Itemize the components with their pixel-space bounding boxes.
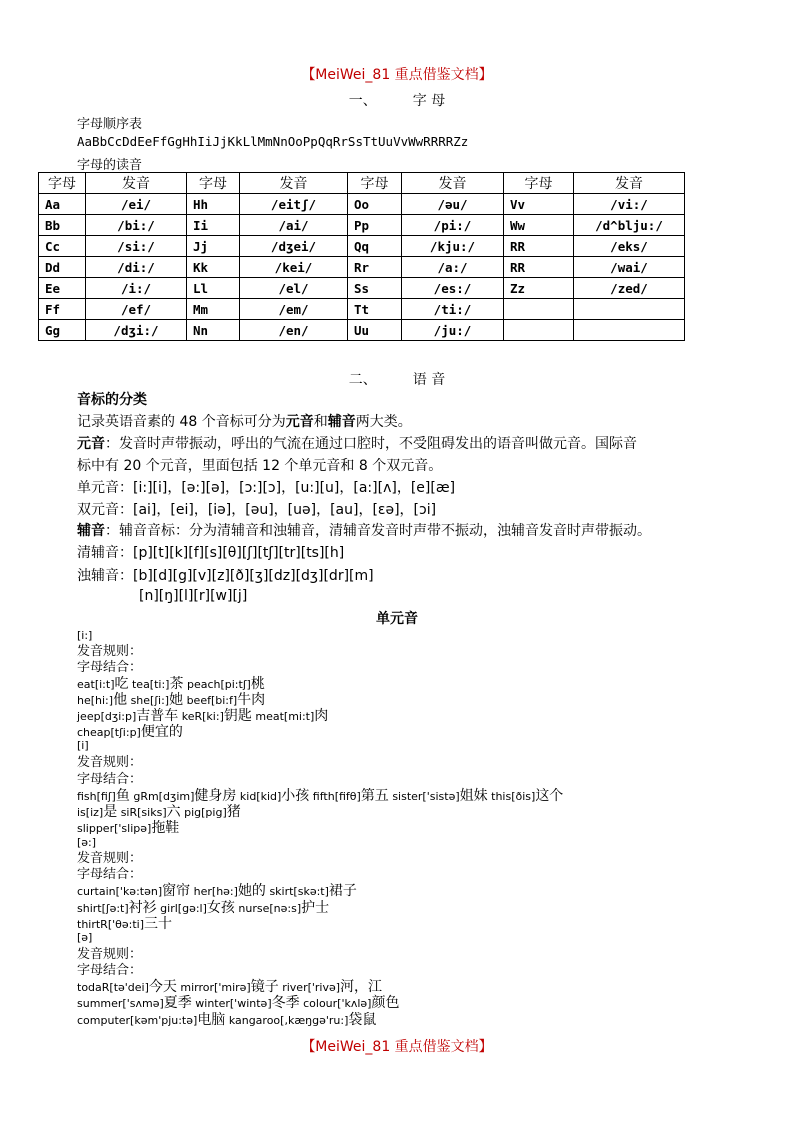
- example-word: nurse[nə:s]: [238, 902, 302, 915]
- example-line: [77, 1009, 376, 1029]
- example-meaning: 她的: [237, 883, 266, 899]
- example-meaning: 小孩: [281, 788, 310, 804]
- sound-cell: /ef/: [86, 299, 187, 320]
- letter-cell: RR: [504, 257, 574, 278]
- combo-label: 字母结合：: [77, 867, 143, 882]
- example-meaning: 是: [103, 804, 118, 820]
- phonetic-symbol: [ə:]: [77, 836, 97, 849]
- header-cell: 发音: [402, 173, 504, 194]
- sound-cell: /en/: [240, 320, 348, 341]
- example-word: pig[pig]: [184, 806, 227, 819]
- section-1-number: 一、: [348, 93, 377, 109]
- example-word: tea[ti:]: [131, 678, 170, 691]
- section-2-heading: [0, 369, 794, 389]
- letter-cell: Rr: [348, 257, 402, 278]
- rule-label: 发音规则：: [77, 644, 143, 659]
- example-meaning: 鱼: [115, 788, 130, 804]
- intro-text: 记录英语音素的 48 个音标可分为: [77, 414, 286, 430]
- example-word: is[iz]: [77, 806, 104, 819]
- letter-cell: Kk: [187, 257, 240, 278]
- sound-cell: /i:/: [86, 278, 187, 299]
- sound-cell: [574, 299, 685, 320]
- example-word: this[ðis]: [491, 790, 536, 803]
- phonetic-symbol: [ə]: [77, 931, 93, 944]
- combo-label: 字母结合：: [77, 963, 143, 978]
- example-meaning: 六: [166, 804, 181, 820]
- example-word: gRm[dʒim]: [133, 790, 195, 803]
- letter-cell: Jj: [187, 236, 240, 257]
- example-word: shirt[ʃə:t]: [77, 902, 129, 915]
- example-meaning: 姐妹: [459, 788, 488, 804]
- phonetic-symbol: [i]: [77, 739, 89, 752]
- intro-line: [77, 411, 412, 431]
- example-meaning: 肉: [314, 708, 329, 724]
- example-meaning: 河，江: [340, 979, 383, 995]
- example-word: sister['sistə]: [392, 790, 460, 803]
- example-meaning: 便宜的: [140, 724, 183, 740]
- sound-cell: /di:/: [86, 257, 187, 278]
- footer-label: 【MeiWei_81 重点借鉴文档】: [301, 1039, 493, 1055]
- sound-cell: /ti:/: [402, 299, 504, 320]
- combo-label: 字母结合：: [77, 660, 143, 675]
- example-meaning: 他: [113, 692, 128, 708]
- sound-cell: /ai/: [240, 215, 348, 236]
- example-word: river['rivə]: [282, 981, 341, 994]
- example-meaning: 衬衫: [128, 900, 157, 916]
- sound-cell: /d^blju:/: [574, 215, 685, 236]
- sound-cell: [574, 320, 685, 341]
- letter-cell: Ff: [39, 299, 86, 320]
- letter-cell: Ww: [504, 215, 574, 236]
- letter-cell: Qq: [348, 236, 402, 257]
- phonetic-symbol: [i:]: [77, 629, 93, 642]
- table-row: [39, 194, 685, 215]
- letter-cell: Cc: [39, 236, 86, 257]
- sound-cell: /bi:/: [86, 215, 187, 236]
- phonetic-class-title: 音标的分类: [77, 392, 147, 408]
- example-meaning: 今天: [148, 979, 177, 995]
- sound-cell: /vi:/: [574, 194, 685, 215]
- section-1-title: 字 母: [412, 93, 446, 109]
- table-row: [39, 278, 685, 299]
- example-meaning: 猪: [226, 804, 241, 820]
- example-word: peach[pi:tʃ]: [186, 678, 251, 691]
- sound-cell: /ei/: [86, 194, 187, 215]
- table-row: [39, 257, 685, 278]
- header-cell: 发音: [86, 173, 187, 194]
- section-1-heading: [0, 90, 794, 110]
- example-meaning: 颜色: [371, 995, 400, 1011]
- example-word: beef[bi:f]: [186, 694, 238, 707]
- intro-text: 和: [313, 414, 328, 430]
- section-2-title: 语 音: [412, 372, 446, 388]
- letter-cell: RR: [504, 236, 574, 257]
- example-word: girl[gə:l]: [160, 902, 207, 915]
- rule-label: 发音规则：: [77, 755, 143, 770]
- example-line: [77, 721, 183, 741]
- letter-cell: Nn: [187, 320, 240, 341]
- example-line: [77, 913, 172, 933]
- letter-cell: Uu: [348, 320, 402, 341]
- table-row: [39, 299, 685, 320]
- example-word: mirror['mirə]: [180, 981, 251, 994]
- letter-cell: Mm: [187, 299, 240, 320]
- example-meaning: 吃: [114, 676, 129, 692]
- voiced-consonant-list: 浊辅音：[b][d][g][v][z][ð][ʒ][dz][dʒ][dr][m]: [77, 568, 374, 584]
- letter-cell: Vv: [504, 194, 574, 215]
- example-word: fish[fiʃ]: [77, 790, 116, 803]
- example-meaning: 拖鞋: [151, 820, 180, 836]
- example-meaning: 牛肉: [237, 692, 266, 708]
- header-cell: 发音: [574, 173, 685, 194]
- pronunciation-label: 字母的读音: [77, 158, 143, 173]
- letter-cell: Oo: [348, 194, 402, 215]
- example-word: colour['kʌlə]: [303, 997, 372, 1010]
- sound-cell: /kju:/: [402, 236, 504, 257]
- header-cell: 字母: [348, 173, 402, 194]
- table-header-row: [39, 173, 685, 194]
- header-label: 【MeiWei_81 重点借鉴文档】: [301, 67, 493, 83]
- letter-cell: Ss: [348, 278, 402, 299]
- sound-cell: /eks/: [574, 236, 685, 257]
- sound-cell: /el/: [240, 278, 348, 299]
- example-word: she[ʃi:]: [130, 694, 170, 707]
- sound-cell: /kei/: [240, 257, 348, 278]
- vowel-definition: [77, 433, 637, 453]
- vowel-term: 元音: [77, 436, 105, 452]
- sound-cell: /əu/: [402, 194, 504, 215]
- example-word: eat[i:t]: [77, 678, 115, 691]
- example-word: thirtR['θə:ti]: [77, 918, 144, 931]
- example-meaning: 护士: [301, 900, 330, 916]
- table-row: [39, 320, 685, 341]
- letter-cell: Bb: [39, 215, 86, 236]
- example-meaning: 她: [169, 692, 184, 708]
- letter-cell: [504, 299, 574, 320]
- sound-cell: /pi:/: [402, 215, 504, 236]
- consonant-term: 辅音: [77, 523, 105, 539]
- alphabet-order-label: 字母顺序表: [77, 117, 143, 132]
- sound-cell: /es:/: [402, 278, 504, 299]
- example-meaning: 冬季: [271, 995, 300, 1011]
- example-word: slipper['slipə]: [77, 822, 152, 835]
- vowel-definition-cont: 标中有 20 个元音，里面包括 12 个单元音和 8 个双元音。: [77, 458, 443, 474]
- example-word: kangaroo[,kæŋgə'ru:]: [228, 1014, 349, 1027]
- sound-cell: /wai/: [574, 257, 685, 278]
- example-meaning: 钥匙: [223, 708, 252, 724]
- vowel-term: 元音: [285, 414, 314, 430]
- example-meaning: 袋鼠: [348, 1012, 377, 1028]
- monophthong-list: 单元音：[i:][i]，[ə:][ə]，[ɔ:][ɔ]，[u:][u]，[a:][ʌ]，[e][æ]: [77, 480, 456, 496]
- example-meaning: 吉普车: [136, 708, 179, 724]
- sound-cell: /em/: [240, 299, 348, 320]
- sound-cell: /dʒi:/: [86, 320, 187, 341]
- example-meaning: 健身房: [194, 788, 237, 804]
- header-cell: 字母: [504, 173, 574, 194]
- example-word: kid[kid]: [239, 790, 282, 803]
- table-row: [39, 215, 685, 236]
- letter-cell: Ee: [39, 278, 86, 299]
- alphabet-line: AaBbCcDdEeFfGgHhIiJjKkLlMmNnOoPpQqRrSsTtUuVvWwRRRRZz: [77, 134, 469, 149]
- rule-label: 发音规则：: [77, 851, 143, 866]
- sound-cell: /si:/: [86, 236, 187, 257]
- consonant-definition-text: ：辅音音标：分为清辅音和浊辅音，清辅音发音时声带不振动，浊辅音发音时声带振动。: [105, 523, 651, 539]
- header-cell: 发音: [240, 173, 348, 194]
- example-word: jeep[dʒi:p]: [77, 710, 137, 723]
- example-word: he[hi:]: [77, 694, 114, 707]
- sound-cell: /a:/: [402, 257, 504, 278]
- letter-cell: Tt: [348, 299, 402, 320]
- header-cell: 字母: [187, 173, 240, 194]
- example-meaning: 夏季: [163, 995, 192, 1011]
- example-word: curtain['kə:tən]: [77, 885, 163, 898]
- alphabet-table: [38, 172, 685, 341]
- example-meaning: 窗帘: [162, 883, 191, 899]
- table-row: [39, 236, 685, 257]
- example-word: her[hə:]: [193, 885, 238, 898]
- intro-text: 两大类。: [355, 414, 412, 430]
- letter-cell: Gg: [39, 320, 86, 341]
- example-word: winter['wintə]: [195, 997, 272, 1010]
- letter-cell: Dd: [39, 257, 86, 278]
- example-word: siR[siks]: [120, 806, 167, 819]
- example-word: meat[mi:t]: [255, 710, 315, 723]
- example-meaning: 这个: [535, 788, 564, 804]
- letter-cell: Zz: [504, 278, 574, 299]
- example-word: todaR[tə'dei]: [77, 981, 149, 994]
- consonant-term: 辅音: [327, 414, 356, 430]
- letter-cell: Aa: [39, 194, 86, 215]
- example-line: [77, 817, 179, 837]
- voiceless-consonant-list: 清辅音：[p][t][k][f][s][θ][ʃ][tʃ][tr][ts][h]: [77, 545, 345, 561]
- letter-cell: Ll: [187, 278, 240, 299]
- example-meaning: 茶: [169, 676, 184, 692]
- section-2-number: 二、: [348, 372, 377, 388]
- letter-cell: Pp: [348, 215, 402, 236]
- letter-cell: Ii: [187, 215, 240, 236]
- example-meaning: 桃: [250, 676, 265, 692]
- rule-label: 发音规则：: [77, 947, 143, 962]
- sound-cell: /zed/: [574, 278, 685, 299]
- letter-cell: [504, 320, 574, 341]
- example-meaning: 电脑: [197, 1012, 226, 1028]
- letter-cell: Hh: [187, 194, 240, 215]
- header-cell: 字母: [39, 173, 86, 194]
- example-word: computer[kəm'pju:tə]: [77, 1014, 198, 1027]
- example-word: skirt[skə:t]: [269, 885, 329, 898]
- example-meaning: 女孩: [206, 900, 235, 916]
- example-meaning: 三十: [144, 916, 172, 932]
- example-word: cheap[tʃi:p]: [77, 726, 141, 739]
- sound-cell: /eitʃ/: [240, 194, 348, 215]
- voiced-consonant-list-cont: [n][ŋ][l][r][w][j]: [139, 588, 248, 604]
- example-meaning: 裙子: [328, 883, 357, 899]
- consonant-definition: [77, 520, 651, 540]
- vowel-definition-text: ：发音时声带振动，呼出的气流在通过口腔时，不受阻碍发出的语音叫做元音。国际音: [105, 436, 637, 452]
- example-word: summer['sʌmə]: [77, 997, 164, 1010]
- example-meaning: 第五: [360, 788, 389, 804]
- monophthong-title: 单元音: [376, 611, 418, 627]
- sound-cell: /dʒei/: [240, 236, 348, 257]
- diphthong-list: 双元音：[ai]，[ei]，[iə]，[əu]，[uə]，[au]，[εə]，[ɔi]: [77, 502, 437, 518]
- example-word: keR[ki:]: [181, 710, 224, 723]
- combo-label: 字母结合：: [77, 772, 143, 787]
- sound-cell: /ju:/: [402, 320, 504, 341]
- example-word: fifth[fifθ]: [312, 790, 361, 803]
- example-meaning: 镜子: [250, 979, 279, 995]
